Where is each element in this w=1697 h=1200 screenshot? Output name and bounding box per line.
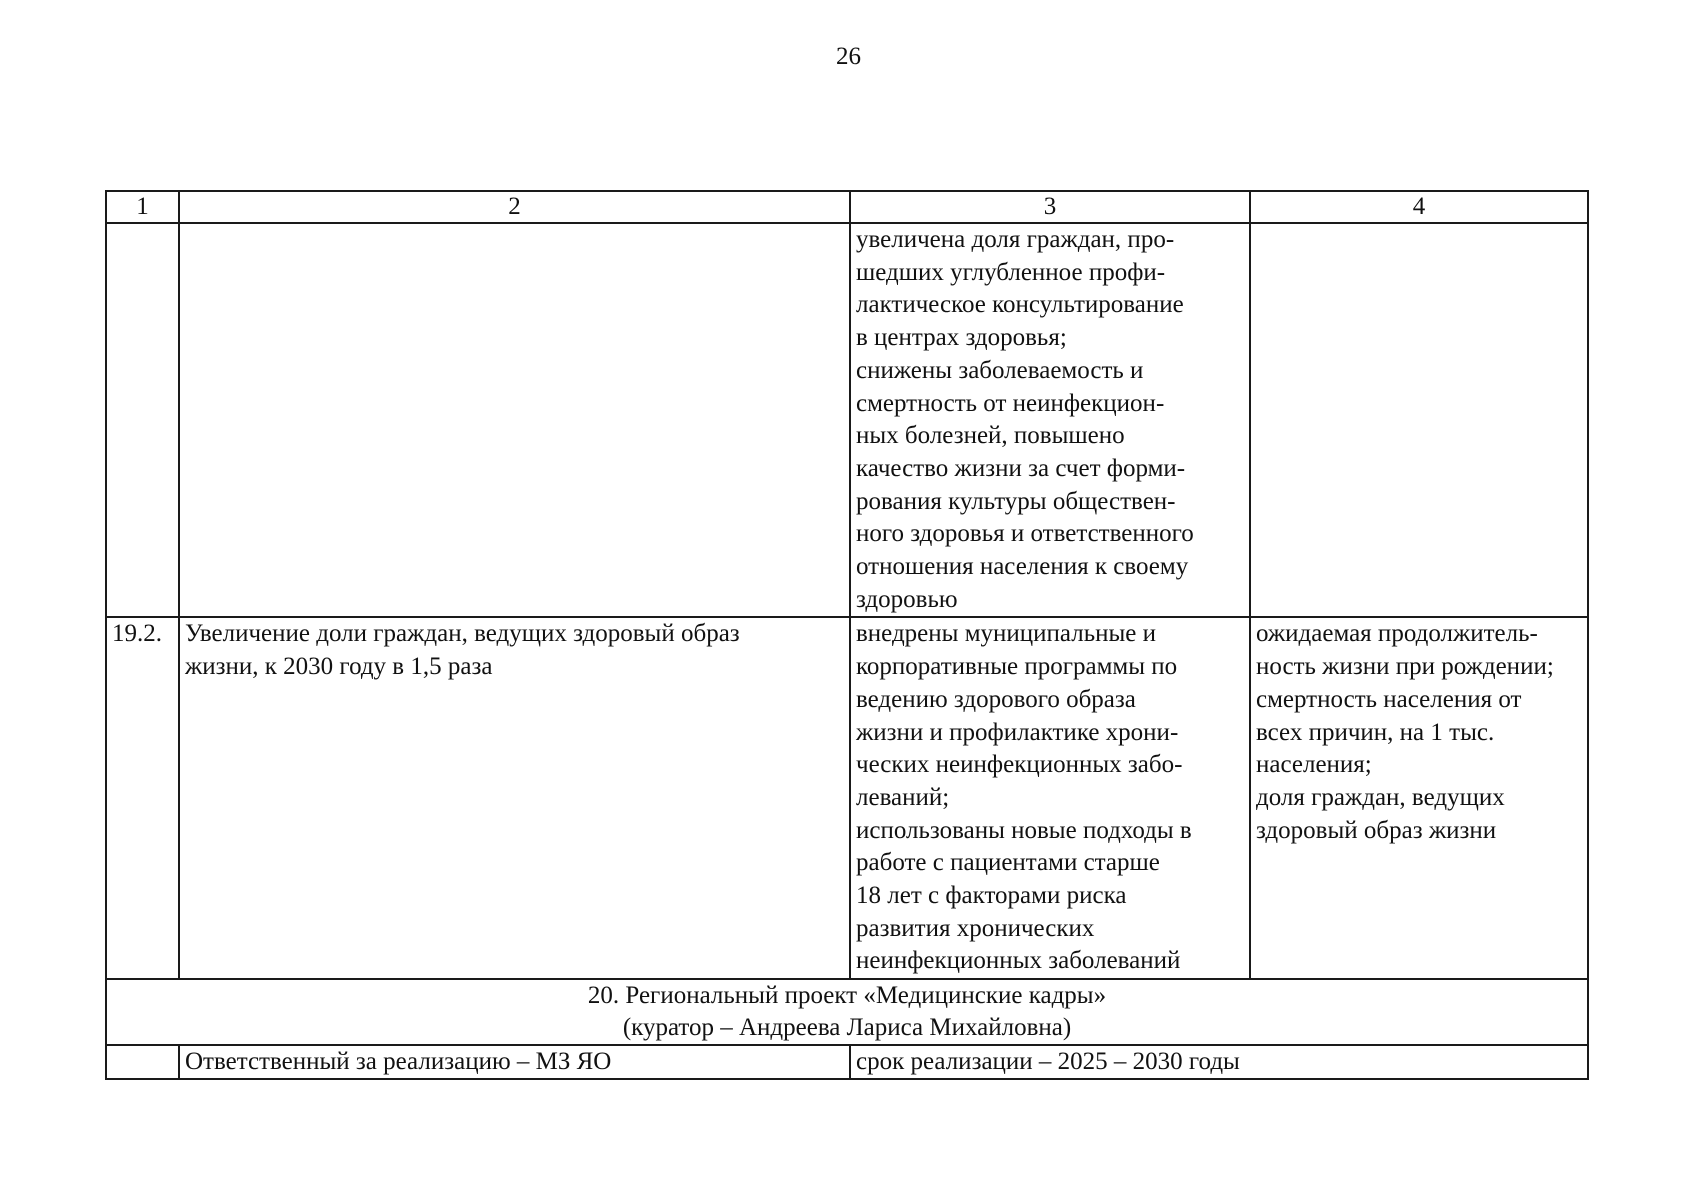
cell-results: внедрены муниципальные и корпоративные программы по ведению здорового образа жизни и профилактике хрони- ческих неинфекционных забо- леваний; использованы новые подходы в работе с пациентами старше 18 лет с факторами риска развития хронических неинфекционных заболеваний: [850, 617, 1250, 979]
table-header-row: [106, 191, 1588, 223]
project-curator: (куратор – Андреева Лариса Михайловна): [622, 1014, 1072, 1042]
cell-indicators: [1250, 223, 1588, 617]
cell-number: [106, 223, 179, 617]
cell-empty: [106, 1045, 179, 1079]
header-col-4: 4: [1250, 191, 1588, 223]
header-col-1: 1: [106, 191, 179, 223]
cell-results: увеличена доля граждан, про- шедших углубленное профи- лактическое консультирование в центрах здоровья; снижены заболеваемость и смертность от неинфекцион- ных болезней, повышено качество жизни за счет форми- рования культуры обществен- ного здоровья и ответственного отношения населения к своему здоровью: [850, 223, 1250, 617]
responsible-row: [106, 1045, 1588, 1079]
table-row-19-2: [106, 617, 1588, 979]
header-col-2: 2: [179, 191, 850, 223]
cell-indicators: ожидаемая продолжитель- ность жизни при рождении; смертность населения от всех причин, на 1 тыс. населения; доля граждан, ведущих здоровый образ жизни: [1250, 617, 1588, 979]
document-table: [105, 190, 1589, 1080]
project-title: 20. Региональный проект «Медицинские кадры»: [587, 982, 1107, 1010]
responsible-label: Ответственный за реализацию – МЗ ЯО: [179, 1045, 850, 1079]
header-col-3: 3: [850, 191, 1250, 223]
page-number: 26: [836, 43, 861, 70]
table-row-continuation: [106, 223, 1588, 617]
cell-task: Увеличение доли граждан, ведущих здоровый образ жизни, к 2030 году в 1,5 раза: [179, 617, 850, 979]
cell-task: [179, 223, 850, 617]
implementation-period: срок реализации – 2025 – 2030 годы: [850, 1045, 1588, 1079]
cell-number: 19.2.: [106, 617, 179, 979]
project-heading: [106, 979, 1588, 1045]
project-heading-row: [106, 979, 1588, 1045]
